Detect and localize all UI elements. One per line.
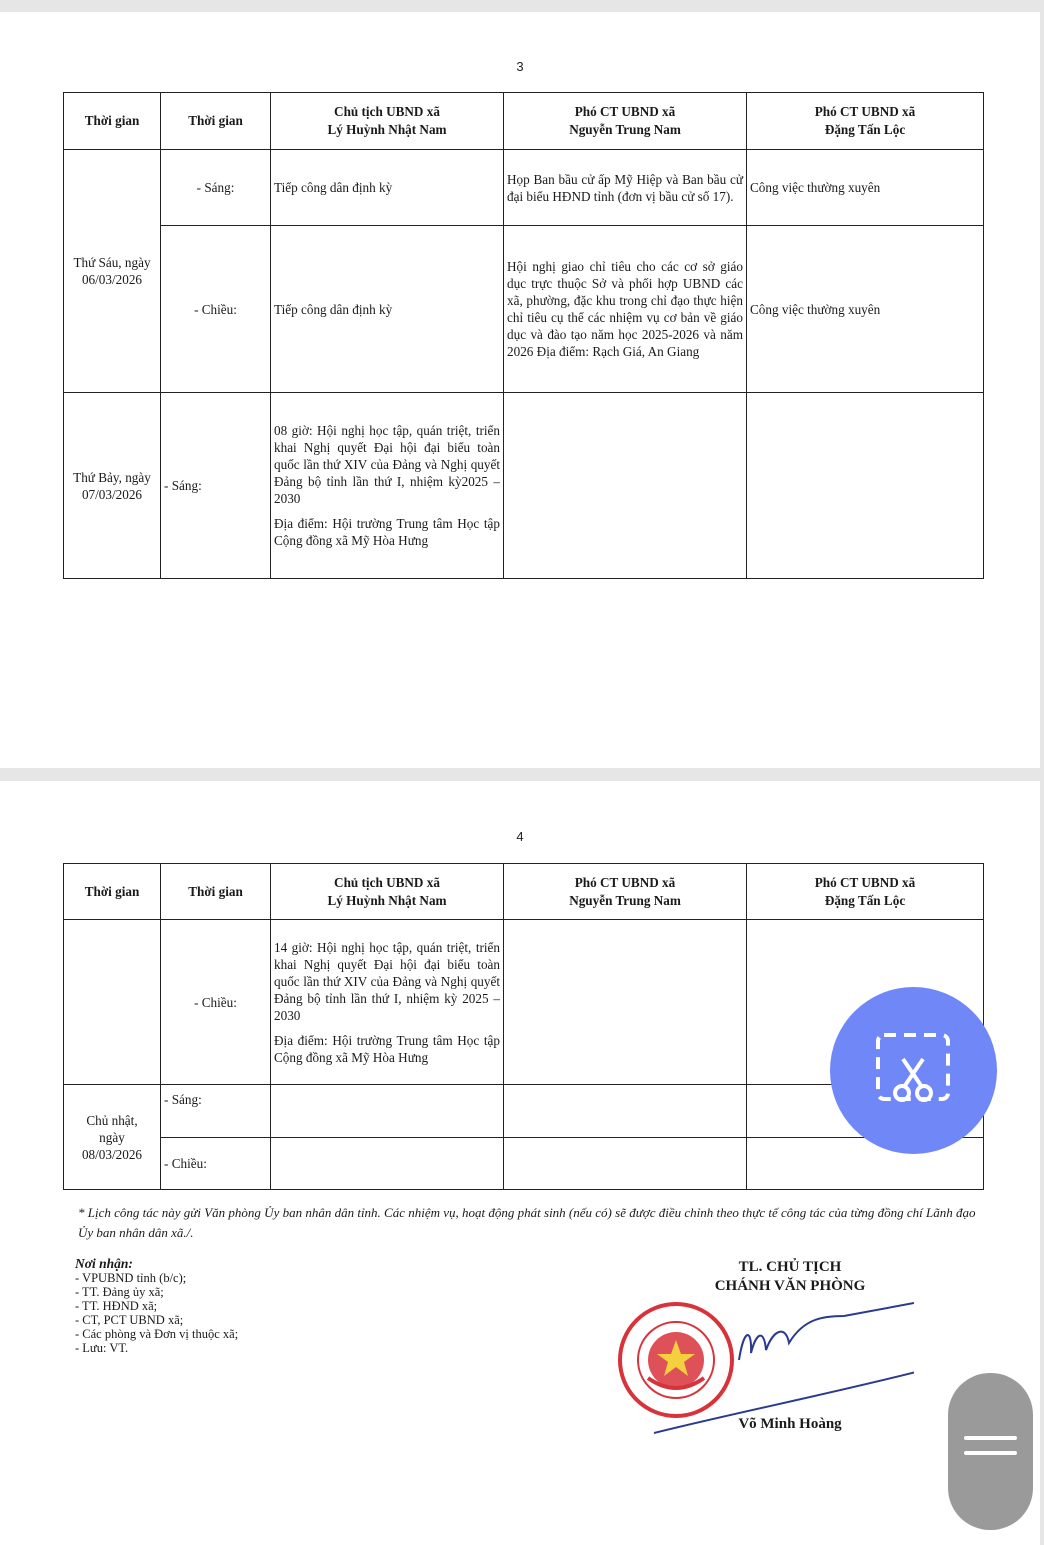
session-afternoon: - Chiều: — [161, 226, 271, 393]
session-morning: - Sáng: — [161, 393, 271, 579]
meeting-location: Địa điểm: Hội trường Trung tâm Học tập Cộng đồng xã Mỹ Hòa Hưng — [274, 1032, 500, 1065]
day-sunday: Chủ nhật, ngày 08/03/2026 — [64, 1085, 161, 1190]
recipients-title: Nơi nhận: — [75, 1256, 133, 1271]
schedule-table-page-3 — [63, 92, 984, 579]
chair-sat-afternoon — [271, 920, 504, 1085]
recipient-item: - Lưu: VT. — [75, 1341, 129, 1355]
recipient-item: - TT. Đảng ủy xã; — [75, 1285, 164, 1299]
session-morning: - Sáng: — [161, 150, 271, 226]
sign-line-1: TL. CHỦ TỊCH — [738, 1259, 842, 1275]
meeting-description: 14 giờ: Hội nghị học tập, quán triệt, triển khai Nghị quyết Đại hội đại biểu toàn quốc lần thứ XIV của Đảng và Nghị quyết Đảng bộ tỉnh lần thứ I, nhiệm kỳ 2025 – 2030 — [274, 939, 500, 1023]
recipient-item: - CT, PCT UBND xã; — [75, 1313, 184, 1327]
day-saturday-continued — [64, 920, 161, 1085]
signer-name: Võ Minh Hoàng — [738, 1416, 842, 1432]
recipient-item: - Các phòng và Đơn vị thuộc xã; — [75, 1327, 239, 1341]
header-time: Thời gian — [64, 864, 161, 920]
header-vice-chair-1: Phó CT UBND xã Nguyễn Trung Nam — [504, 864, 747, 920]
header-vice-chair-1: Phó CT UBND xã Nguyễn Trung Nam — [504, 93, 747, 150]
chair-fri-morning: Tiếp công dân định kỳ — [271, 150, 504, 226]
recipients-block — [75, 1257, 238, 1355]
page-number: 3 — [516, 59, 524, 74]
header-chairman: Chủ tịch UBND xã Lý Huỳnh Nhật Nam — [271, 93, 504, 150]
meeting-description: 08 giờ: Hội nghị học tập, quán triệt, triển khai Nghị quyết Đại hội đại biểu toàn quốc lần thứ XIV của Đảng và Nghị quyết Đảng bộ tỉnh lần thứ I, nhiệm kỳ2025 – 2030 — [274, 423, 500, 506]
day-friday: Thứ Sáu, ngày 06/03/2026 — [64, 150, 161, 393]
session-morning: - Sáng: — [161, 1085, 271, 1138]
header-time: Thời gian — [64, 93, 161, 150]
session-afternoon: - Chiều: — [161, 920, 271, 1085]
screenshot-crop-button[interactable] — [830, 987, 997, 1154]
scissors-icon — [830, 987, 997, 1154]
vice1-sun-morning — [504, 1085, 747, 1138]
vice1-sat-morning — [504, 393, 747, 579]
chair-sun-morning — [271, 1085, 504, 1138]
header-session: Thời gian — [161, 93, 271, 150]
header-vice-chair-2: Phó CT UBND xã Đặng Tấn Lộc — [747, 864, 984, 920]
vice1-fri-afternoon: Hội nghị giao chỉ tiêu cho các cơ sở giáo dục trực thuộc Sở và phối hợp UBND các xã, phường, đặc khu trong chỉ đạo thực hiện chỉ tiêu cụ thể các nhiệm vụ cơ bản về giáo dục và đào tạo năm học 2025-2026 và năm 2026 Địa điểm: Rạch Giá, An Giang — [504, 226, 747, 393]
signature-title — [680, 1258, 900, 1296]
page-number: 4 — [516, 829, 524, 844]
vice2-fri-afternoon: Công việc thường xuyên — [747, 226, 984, 393]
chair-sun-afternoon — [271, 1138, 504, 1190]
chair-fri-afternoon: Tiếp công dân định kỳ — [271, 226, 504, 393]
signature-stroke — [739, 1303, 914, 1360]
vice1-sat-afternoon — [504, 920, 747, 1085]
header-vice-chair-2: Phó CT UBND xã Đặng Tấn Lộc — [747, 93, 984, 150]
vice1-sun-afternoon — [504, 1138, 747, 1190]
sign-line-2: CHÁNH VĂN PHÒNG — [714, 1278, 866, 1294]
footnote: * Lịch công tác này gửi Văn phòng Ủy ban nhân dân tỉnh. Các nhiệm vụ, hoạt động phát sinh (nếu có) sẽ được điều chỉnh theo thực tế công tác của từng đồng chí Lãnh đạo Ủy ban nhân dân xã./. — [78, 1205, 976, 1240]
session-afternoon: - Chiều: — [161, 1138, 271, 1190]
header-chairman: Chủ tịch UBND xã Lý Huỳnh Nhật Nam — [271, 864, 504, 920]
vice1-fri-morning: Họp Ban bầu cử ấp Mỹ Hiệp và Ban bầu cử đại biểu HĐND tỉnh (đơn vị bầu cử số 17). — [504, 150, 747, 226]
vice2-sat-morning — [747, 393, 984, 579]
floating-menu-button[interactable] — [948, 1373, 1033, 1530]
seal-stamp — [620, 1304, 732, 1416]
meeting-location: Địa điểm: Hội trường Trung tâm Học tập Cộng đồng xã Mỹ Hòa Hưng — [274, 516, 500, 548]
recipient-item: - VPUBND tỉnh (b/c); — [75, 1271, 187, 1285]
recipient-item: - TT. HĐND xã; — [75, 1299, 158, 1313]
header-session: Thời gian — [161, 864, 271, 920]
vice2-fri-morning: Công việc thường xuyên — [747, 150, 984, 226]
day-saturday: Thứ Bảy, ngày 07/03/2026 — [64, 393, 161, 579]
chair-sat-morning — [271, 393, 504, 579]
